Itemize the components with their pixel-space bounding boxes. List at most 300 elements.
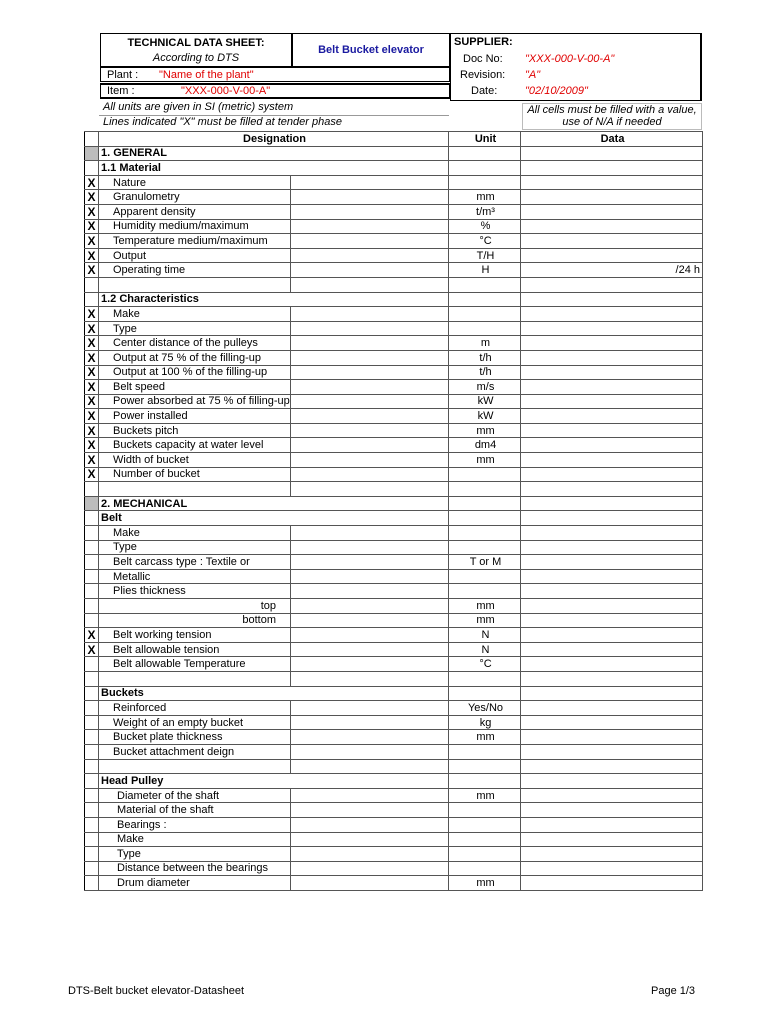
row-data[interactable] — [521, 161, 703, 176]
row-data[interactable] — [521, 861, 703, 876]
row-unit — [449, 774, 521, 789]
row-designation: Buckets pitch — [99, 423, 291, 438]
section-heading: Belt — [99, 511, 449, 526]
x-mark: X — [85, 219, 99, 234]
row-designation: Buckets capacity at water level — [99, 438, 291, 453]
table-row — [85, 350, 703, 365]
x-mark: X — [85, 321, 99, 336]
row-detail-cell[interactable] — [291, 248, 449, 263]
row-data[interactable] — [521, 350, 703, 365]
row-unit: m/s — [449, 380, 521, 395]
x-mark: X — [85, 175, 99, 190]
table-row — [85, 847, 703, 862]
row-data[interactable] — [521, 730, 703, 745]
x-mark: X — [85, 453, 99, 468]
row-data[interactable] — [521, 511, 703, 526]
x-mark: X — [85, 234, 99, 249]
table-row — [85, 832, 703, 847]
table-row — [85, 744, 703, 759]
row-designation: Power absorbed at 75 % of filling-up — [99, 394, 291, 409]
x-mark — [85, 788, 99, 803]
row-designation: Belt speed — [99, 380, 291, 395]
row-unit — [449, 146, 521, 161]
table-row — [85, 219, 703, 234]
row-detail-cell[interactable] — [291, 190, 449, 205]
table-row — [85, 569, 703, 584]
x-mark: X — [85, 394, 99, 409]
row-data[interactable] — [521, 467, 703, 482]
row-designation: Bucket plate thickness — [99, 730, 291, 745]
row-detail-cell[interactable] — [291, 861, 449, 876]
row-data[interactable] — [521, 394, 703, 409]
row-detail-cell[interactable] — [291, 438, 449, 453]
row-detail-cell[interactable] — [291, 701, 449, 716]
row-data[interactable] — [521, 540, 703, 555]
row-designation: Humidity medium/maximum — [99, 219, 291, 234]
row-unit: Yes/No — [449, 701, 521, 716]
row-detail-cell[interactable] — [291, 788, 449, 803]
row-detail-cell[interactable] — [291, 380, 449, 395]
row-detail-cell[interactable] — [291, 540, 449, 555]
row-unit: T or M — [449, 555, 521, 570]
row-data[interactable]: /24 h — [521, 263, 703, 278]
row-unit — [449, 277, 521, 292]
x-mark — [85, 701, 99, 716]
row-detail-cell[interactable] — [291, 657, 449, 672]
item-value: "XXX-000-V-00-A" — [181, 85, 271, 97]
row-designation: Number of bucket — [99, 467, 291, 482]
row-unit — [449, 321, 521, 336]
row-unit — [449, 671, 521, 686]
date-value: "02/10/2009" — [525, 85, 588, 97]
row-unit: t/h — [449, 365, 521, 380]
plant-value: "Name of the plant" — [159, 69, 254, 81]
x-mark: X — [85, 628, 99, 643]
x-mark: X — [85, 307, 99, 322]
row-unit: mm — [449, 613, 521, 628]
row-data[interactable] — [521, 555, 703, 570]
supplier-label: SUPPLIER: — [454, 36, 513, 48]
row-detail-cell[interactable] — [291, 453, 449, 468]
row-data[interactable] — [521, 423, 703, 438]
row-detail-cell[interactable] — [291, 277, 449, 292]
row-data[interactable] — [521, 496, 703, 511]
table-row — [85, 263, 703, 278]
row-detail-cell[interactable] — [291, 307, 449, 322]
row-detail-cell[interactable] — [291, 671, 449, 686]
table-row — [85, 730, 703, 745]
x-mark — [85, 817, 99, 832]
row-designation — [99, 671, 291, 686]
revision-label: Revision: — [460, 69, 506, 81]
row-data[interactable] — [521, 277, 703, 292]
row-designation: Make — [99, 307, 291, 322]
table-row — [85, 686, 703, 701]
row-data[interactable] — [521, 628, 703, 643]
x-header — [85, 132, 99, 147]
section-heading: 1.1 Material — [99, 161, 449, 176]
row-detail-cell[interactable] — [291, 555, 449, 570]
row-designation: Nature — [99, 175, 291, 190]
row-data[interactable] — [521, 248, 703, 263]
table-row — [85, 511, 703, 526]
table-row — [85, 715, 703, 730]
row-data[interactable] — [521, 365, 703, 380]
table-row — [85, 394, 703, 409]
x-mark — [85, 715, 99, 730]
supplier-box — [450, 33, 702, 101]
row-designation: Type — [99, 321, 291, 336]
table-row — [85, 496, 703, 511]
row-data[interactable] — [521, 321, 703, 336]
x-mark: X — [85, 336, 99, 351]
sheet-header — [84, 33, 702, 101]
equipment-name: Belt Bucket elevator — [318, 44, 424, 56]
table-row — [85, 365, 703, 380]
row-data[interactable] — [521, 380, 703, 395]
item-label: Item : — [107, 85, 135, 97]
row-detail-cell[interactable] — [291, 569, 449, 584]
row-data[interactable] — [521, 744, 703, 759]
row-detail-cell[interactable] — [291, 759, 449, 774]
table-row — [85, 540, 703, 555]
table-row — [85, 438, 703, 453]
row-data[interactable] — [521, 759, 703, 774]
row-designation: bottom — [99, 613, 291, 628]
col-unit: Unit — [449, 132, 521, 147]
row-unit — [449, 175, 521, 190]
table-row — [85, 190, 703, 205]
x-mark — [85, 146, 99, 161]
x-mark — [85, 511, 99, 526]
row-detail-cell[interactable] — [291, 832, 449, 847]
x-mark — [85, 657, 99, 672]
row-designation: Diameter of the shaft — [99, 788, 291, 803]
table-row — [85, 642, 703, 657]
row-unit — [449, 161, 521, 176]
row-detail-cell[interactable] — [291, 817, 449, 832]
row-designation: Bearings : — [99, 817, 291, 832]
row-detail-cell[interactable] — [291, 336, 449, 351]
col-data: Data — [521, 132, 703, 147]
x-mark — [85, 832, 99, 847]
table-row — [85, 467, 703, 482]
row-data[interactable] — [521, 336, 703, 351]
section-heading: Head Pulley — [99, 774, 449, 789]
row-detail-cell[interactable] — [291, 744, 449, 759]
row-designation: Belt allowable Temperature — [99, 657, 291, 672]
row-data[interactable] — [521, 526, 703, 541]
x-mark — [85, 744, 99, 759]
row-detail-cell[interactable] — [291, 409, 449, 424]
row-designation: Type — [99, 847, 291, 862]
table-row — [85, 234, 703, 249]
table-row — [85, 613, 703, 628]
x-mark — [85, 861, 99, 876]
table-row — [85, 453, 703, 468]
table-row — [85, 380, 703, 395]
row-designation: Granulometry — [99, 190, 291, 205]
row-unit: mm — [449, 599, 521, 614]
x-mark: X — [85, 263, 99, 278]
row-designation — [99, 482, 291, 497]
x-mark — [85, 803, 99, 818]
row-data[interactable] — [521, 847, 703, 862]
item-row — [100, 83, 450, 99]
row-unit — [449, 482, 521, 497]
x-mark — [85, 847, 99, 862]
row-data[interactable] — [521, 686, 703, 701]
row-detail-cell[interactable] — [291, 350, 449, 365]
section-heading: 1.2 Characteristics — [99, 292, 449, 307]
x-mark — [85, 584, 99, 599]
row-designation: Center distance of the pulleys — [99, 336, 291, 351]
x-mark — [85, 730, 99, 745]
x-mark — [85, 526, 99, 541]
row-detail-cell[interactable] — [291, 847, 449, 862]
row-unit — [449, 803, 521, 818]
row-data[interactable] — [521, 234, 703, 249]
row-designation: Make — [99, 526, 291, 541]
x-mark: X — [85, 350, 99, 365]
row-designation: Distance between the bearings — [99, 861, 291, 876]
row-designation: Bucket attachment deign — [99, 744, 291, 759]
row-unit — [449, 584, 521, 599]
row-data[interactable] — [521, 671, 703, 686]
row-detail-cell[interactable] — [291, 628, 449, 643]
row-detail-cell[interactable] — [291, 642, 449, 657]
x-mark: X — [85, 409, 99, 424]
footer-right: Page 1/3 — [651, 985, 696, 997]
table-row — [85, 817, 703, 832]
note-fill: All cells must be filled with a value, use of N/A if needed — [522, 103, 702, 130]
row-unit: kg — [449, 715, 521, 730]
row-data[interactable] — [521, 175, 703, 190]
row-detail-cell[interactable] — [291, 365, 449, 380]
row-designation: Operating time — [99, 263, 291, 278]
x-mark: X — [85, 467, 99, 482]
row-unit — [449, 292, 521, 307]
table-row — [85, 321, 703, 336]
x-mark: X — [85, 438, 99, 453]
row-unit: N — [449, 628, 521, 643]
row-detail-cell[interactable] — [291, 526, 449, 541]
row-designation: Output at 100 % of the filling-up — [99, 365, 291, 380]
row-data[interactable] — [521, 190, 703, 205]
note-units: All units are given in SI (metric) system — [103, 101, 294, 113]
revision-value: "A" — [525, 69, 541, 81]
row-designation: Type — [99, 540, 291, 555]
row-unit: mm — [449, 453, 521, 468]
row-unit — [449, 526, 521, 541]
sheet-subtitle: According to DTS — [152, 52, 240, 64]
row-designation: Belt working tension — [99, 628, 291, 643]
notes-area — [84, 101, 702, 131]
table-row — [85, 774, 703, 789]
x-mark — [85, 671, 99, 686]
row-unit: dm4 — [449, 438, 521, 453]
row-data[interactable] — [521, 307, 703, 322]
x-mark: X — [85, 642, 99, 657]
table-row — [85, 336, 703, 351]
row-unit: m — [449, 336, 521, 351]
table-row — [85, 628, 703, 643]
table-row — [85, 526, 703, 541]
row-unit: % — [449, 219, 521, 234]
row-designation: Reinforced — [99, 701, 291, 716]
table-row — [85, 671, 703, 686]
row-data[interactable] — [521, 715, 703, 730]
row-detail-cell[interactable] — [291, 467, 449, 482]
row-data[interactable] — [521, 803, 703, 818]
section-heading: Buckets — [99, 686, 449, 701]
row-unit: mm — [449, 423, 521, 438]
row-data[interactable] — [521, 584, 703, 599]
row-unit: t/m³ — [449, 204, 521, 219]
row-detail-cell[interactable] — [291, 584, 449, 599]
x-mark: X — [85, 248, 99, 263]
section-heading: 1. GENERAL — [99, 146, 449, 161]
row-unit: H — [449, 263, 521, 278]
row-unit: °C — [449, 657, 521, 672]
row-data[interactable] — [521, 876, 703, 891]
table-row — [85, 175, 703, 190]
row-unit: kW — [449, 409, 521, 424]
row-designation: Weight of an empty bucket — [99, 715, 291, 730]
row-designation — [99, 277, 291, 292]
row-data[interactable] — [521, 204, 703, 219]
table-row — [85, 423, 703, 438]
row-detail-cell[interactable] — [291, 482, 449, 497]
row-unit — [449, 511, 521, 526]
section-heading: 2. MECHANICAL — [99, 496, 449, 511]
row-data[interactable] — [521, 832, 703, 847]
table-row — [85, 555, 703, 570]
x-mark — [85, 555, 99, 570]
x-mark — [85, 599, 99, 614]
row-designation: Make — [99, 832, 291, 847]
row-unit — [449, 861, 521, 876]
row-data[interactable] — [521, 146, 703, 161]
row-data[interactable] — [521, 774, 703, 789]
table-row — [85, 161, 703, 176]
row-data[interactable] — [521, 701, 703, 716]
x-mark: X — [85, 380, 99, 395]
row-detail-cell[interactable] — [291, 803, 449, 818]
row-designation: Apparent density — [99, 204, 291, 219]
x-mark — [85, 876, 99, 891]
row-designation: Power installed — [99, 409, 291, 424]
row-detail-cell[interactable] — [291, 613, 449, 628]
row-detail-cell[interactable] — [291, 321, 449, 336]
table-row — [85, 657, 703, 672]
row-unit — [449, 847, 521, 862]
x-mark — [85, 161, 99, 176]
row-data[interactable] — [521, 569, 703, 584]
row-data[interactable] — [521, 599, 703, 614]
row-unit — [449, 569, 521, 584]
x-mark — [85, 292, 99, 307]
row-unit: mm — [449, 190, 521, 205]
datasheet — [84, 33, 702, 891]
x-mark: X — [85, 423, 99, 438]
row-unit: kW — [449, 394, 521, 409]
x-mark — [85, 540, 99, 555]
x-mark — [85, 277, 99, 292]
row-detail-cell[interactable] — [291, 234, 449, 249]
equipment-box — [292, 33, 450, 67]
row-designation: top — [99, 599, 291, 614]
x-mark: X — [85, 204, 99, 219]
row-designation: Belt allowable tension — [99, 642, 291, 657]
row-designation: Output — [99, 248, 291, 263]
row-detail-cell[interactable] — [291, 219, 449, 234]
row-unit — [449, 817, 521, 832]
row-unit — [449, 686, 521, 701]
x-mark — [85, 686, 99, 701]
row-data[interactable] — [521, 642, 703, 657]
x-mark — [85, 759, 99, 774]
x-mark — [85, 482, 99, 497]
row-data[interactable] — [521, 409, 703, 424]
row-detail-cell[interactable] — [291, 599, 449, 614]
plant-row — [100, 67, 450, 82]
row-data[interactable] — [521, 657, 703, 672]
col-designation: Designation — [99, 132, 449, 147]
row-unit — [449, 307, 521, 322]
row-designation: Belt carcass type : Textile or — [99, 555, 291, 570]
row-data[interactable] — [521, 817, 703, 832]
row-unit: mm — [449, 730, 521, 745]
row-detail-cell[interactable] — [291, 175, 449, 190]
row-unit: t/h — [449, 350, 521, 365]
table-row — [85, 584, 703, 599]
row-unit — [449, 744, 521, 759]
row-detail-cell[interactable] — [291, 394, 449, 409]
x-mark — [85, 569, 99, 584]
table-row — [85, 146, 703, 161]
row-unit: mm — [449, 876, 521, 891]
x-mark — [85, 496, 99, 511]
row-detail-cell[interactable] — [291, 876, 449, 891]
note-tender: Lines indicated "X" must be filled at tender phase — [103, 116, 342, 128]
row-unit: mm — [449, 788, 521, 803]
footer-left: DTS-Belt bucket elevator-Datasheet — [68, 985, 245, 997]
row-detail-cell[interactable] — [291, 715, 449, 730]
row-data[interactable] — [521, 788, 703, 803]
sheet-title: TECHNICAL DATA SHEET: — [127, 37, 265, 49]
row-unit: T/H — [449, 248, 521, 263]
row-data[interactable] — [521, 453, 703, 468]
row-data[interactable] — [521, 292, 703, 307]
row-detail-cell[interactable] — [291, 204, 449, 219]
row-unit — [449, 496, 521, 511]
row-designation: Output at 75 % of the filling-up — [99, 350, 291, 365]
row-data[interactable] — [521, 219, 703, 234]
table-row — [85, 788, 703, 803]
row-data[interactable] — [521, 613, 703, 628]
row-detail-cell[interactable] — [291, 730, 449, 745]
table-row — [85, 803, 703, 818]
x-mark — [85, 774, 99, 789]
table-header-row — [85, 132, 703, 147]
row-designation: Plies thickness — [99, 584, 291, 599]
row-data[interactable] — [521, 482, 703, 497]
row-detail-cell[interactable] — [291, 263, 449, 278]
row-data[interactable] — [521, 438, 703, 453]
x-mark: X — [85, 365, 99, 380]
row-detail-cell[interactable] — [291, 423, 449, 438]
